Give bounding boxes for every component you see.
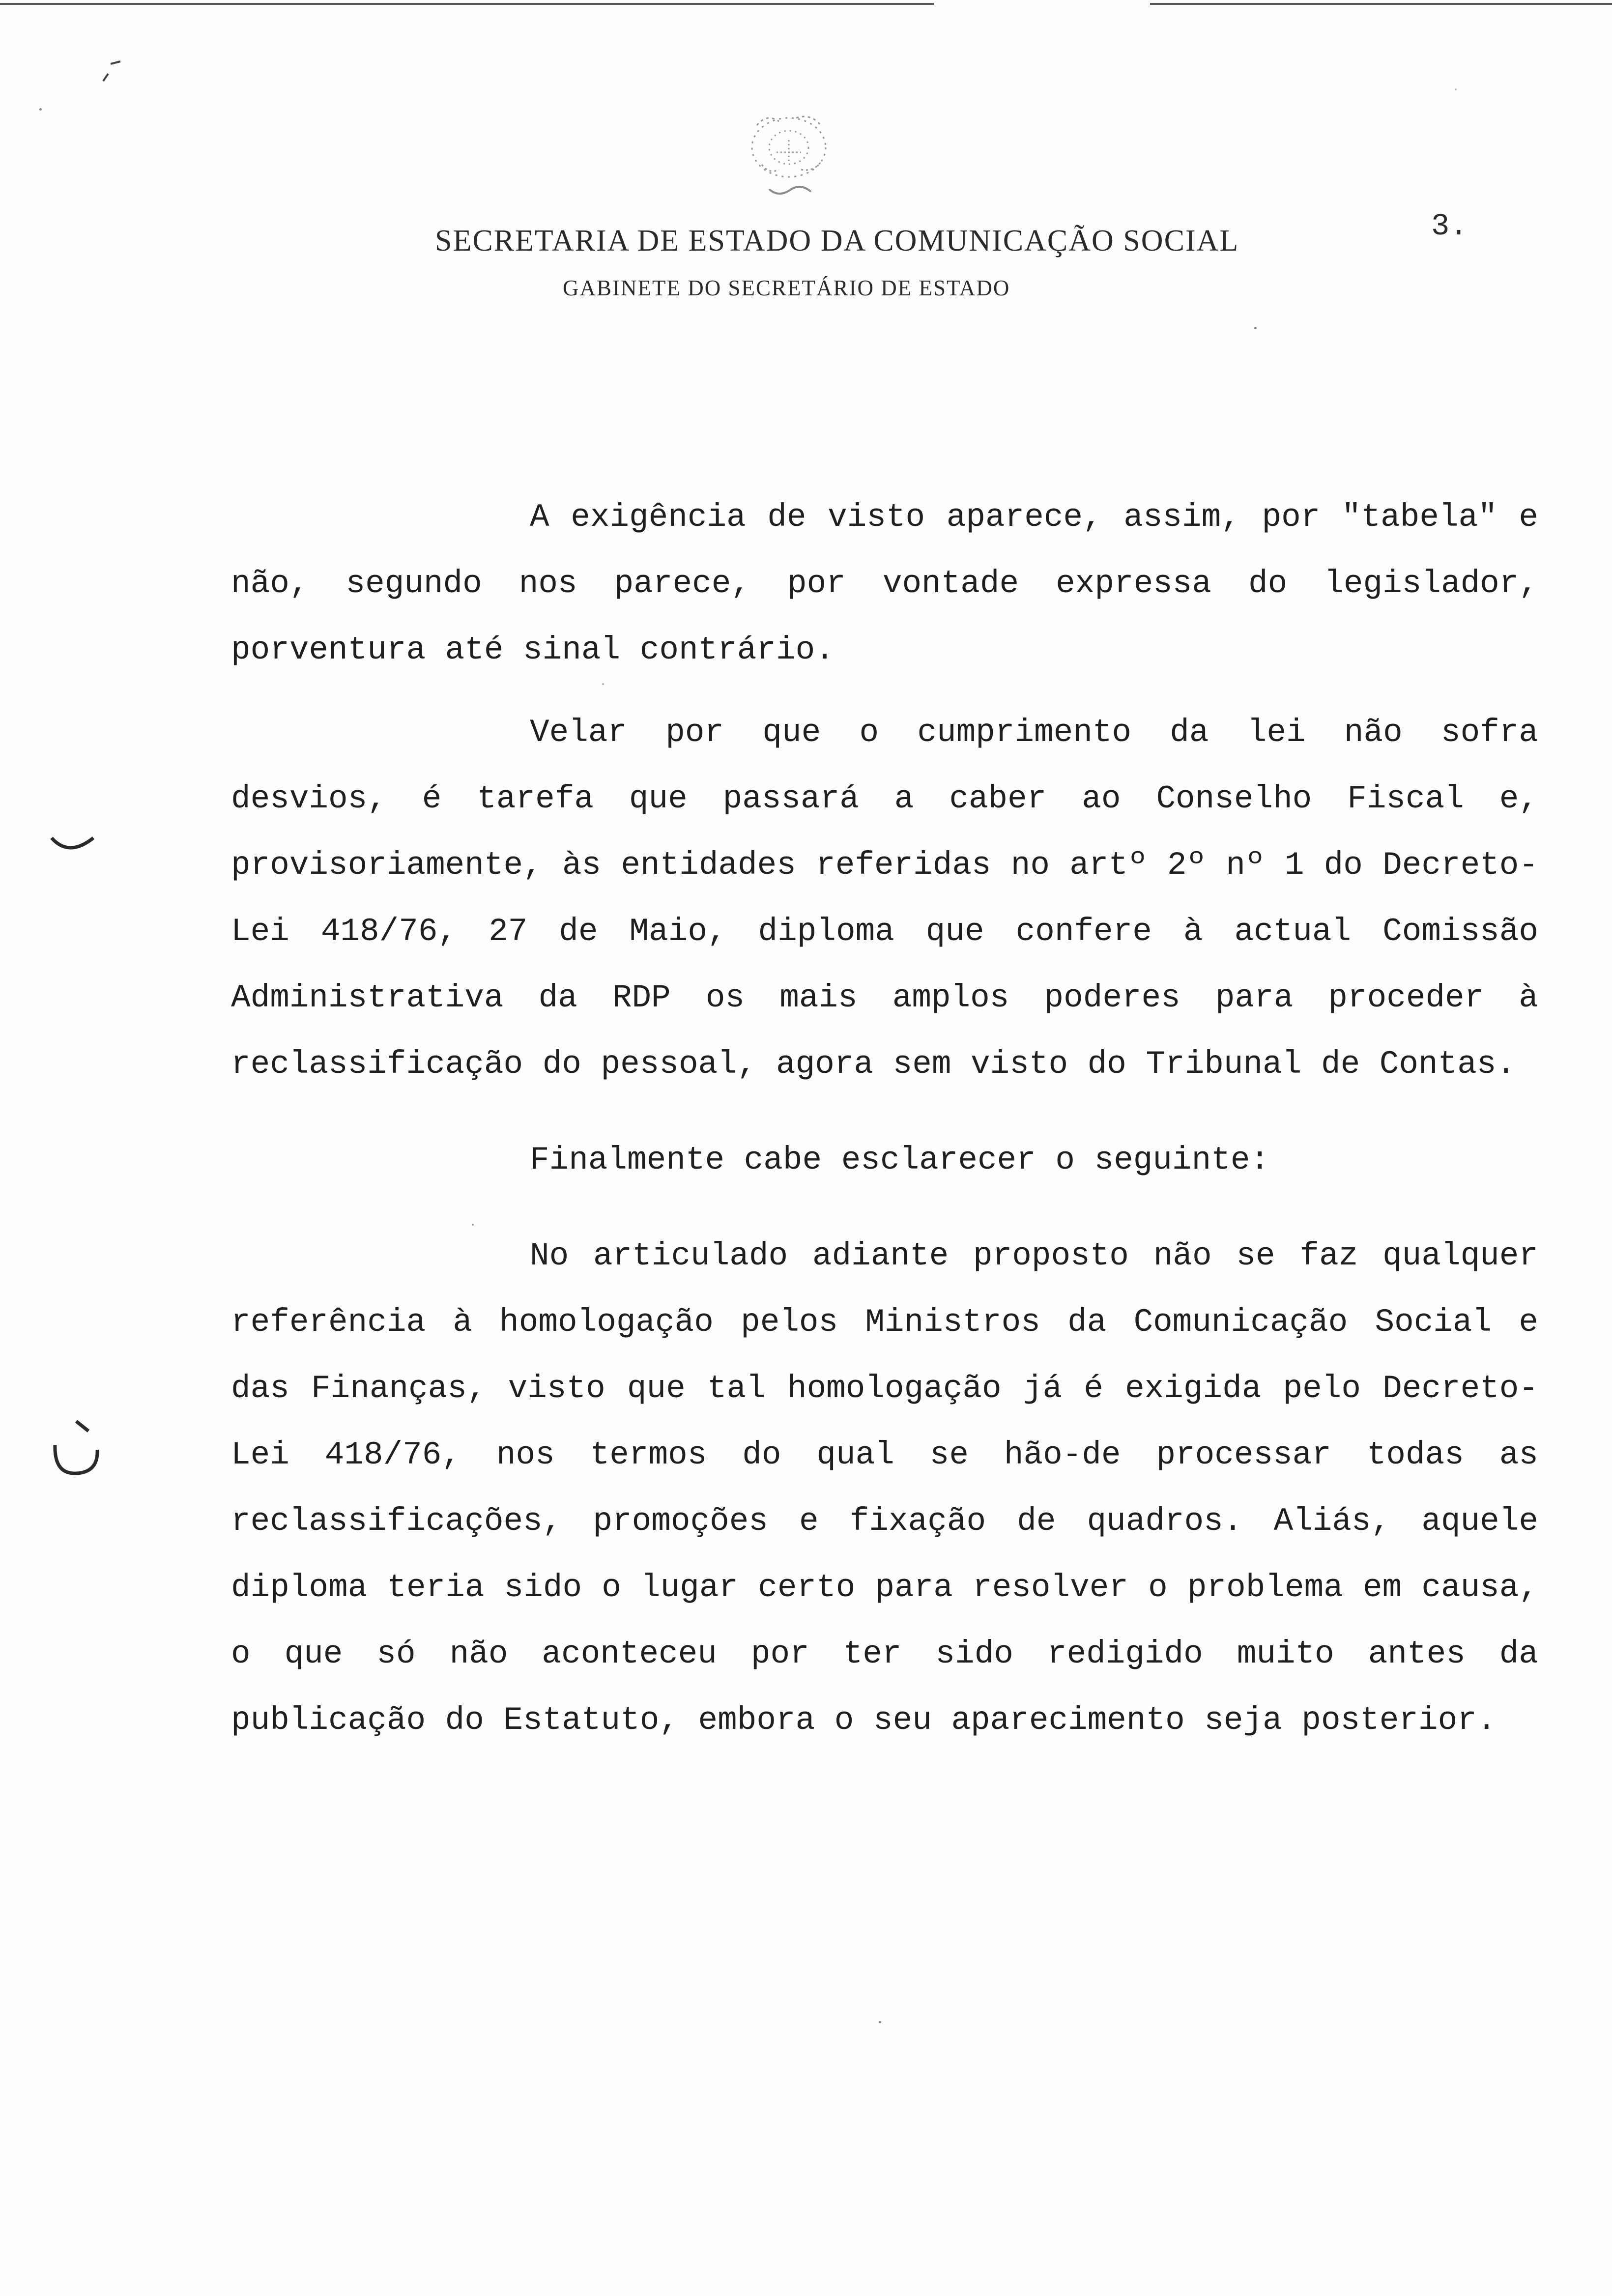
speck-3 [879, 2021, 881, 2023]
letter-body [231, 484, 1538, 1753]
paragraph-4: No articulado adiante proposto não se faz qualquer referência à homologação pelos Ministros da Comunicação Social e das Finanças, visto que tal homologação já é exigida pelo Decreto-Lei 418/76, nos termos do qual se hão-de processar todas as reclassificações, promoções e fixação de quadros. Aliás, aquele diploma teria sido o lugar certo para resolver o problema em causa, o que só não aconteceu por ter sido redigido muito antes da publicação do Estatuto, embora o seu aparecimento seja posterior. [231, 1237, 1538, 1739]
punch-hole-mark-lower-icon [49, 1415, 103, 1484]
speck-2 [1254, 327, 1257, 329]
coat-of-arms-emblem-icon [722, 106, 855, 204]
paragraph-2: Velar por que o cumprimento da lei não sofra desvios, é tarefa que passará a caber ao Conselho Fiscal e, provisoriamente, às entidades referidas no artº 2º nº 1 do Decreto-Lei 418/76, 27 de Maio, diploma que confere à actual Comissão Administrativa da RDP os mais amplos poderes para proceder à reclassificação do pessoal, agora sem visto do Tribunal de Contas. [231, 714, 1538, 1083]
department-heading: SECRETARIA DE ESTADO DA COMUNICAÇÃO SOCIAL [435, 224, 1239, 258]
office-subheading: GABINETE DO SECRETÁRIO DE ESTADO [563, 276, 1010, 300]
speck-1 [39, 108, 42, 111]
paragraph-1: A exigência de visto aparece, assim, por "tabela" e não, segundo nos parece, por vontade expressa do legislador, porventura até sinal contrário. [231, 499, 1538, 668]
page-number: 3. [1431, 209, 1468, 244]
speck-5 [472, 1224, 474, 1226]
corner-speck-mark-icon [86, 54, 125, 98]
punch-hole-mark-upper-icon [47, 831, 101, 865]
scan-top-edge-left [0, 3, 934, 5]
paragraph-3: Finalmente cabe esclarecer o seguinte: [530, 1142, 1270, 1178]
scan-top-edge-right [1150, 3, 1612, 5]
speck-6 [1455, 88, 1457, 90]
speck-4 [602, 683, 604, 685]
